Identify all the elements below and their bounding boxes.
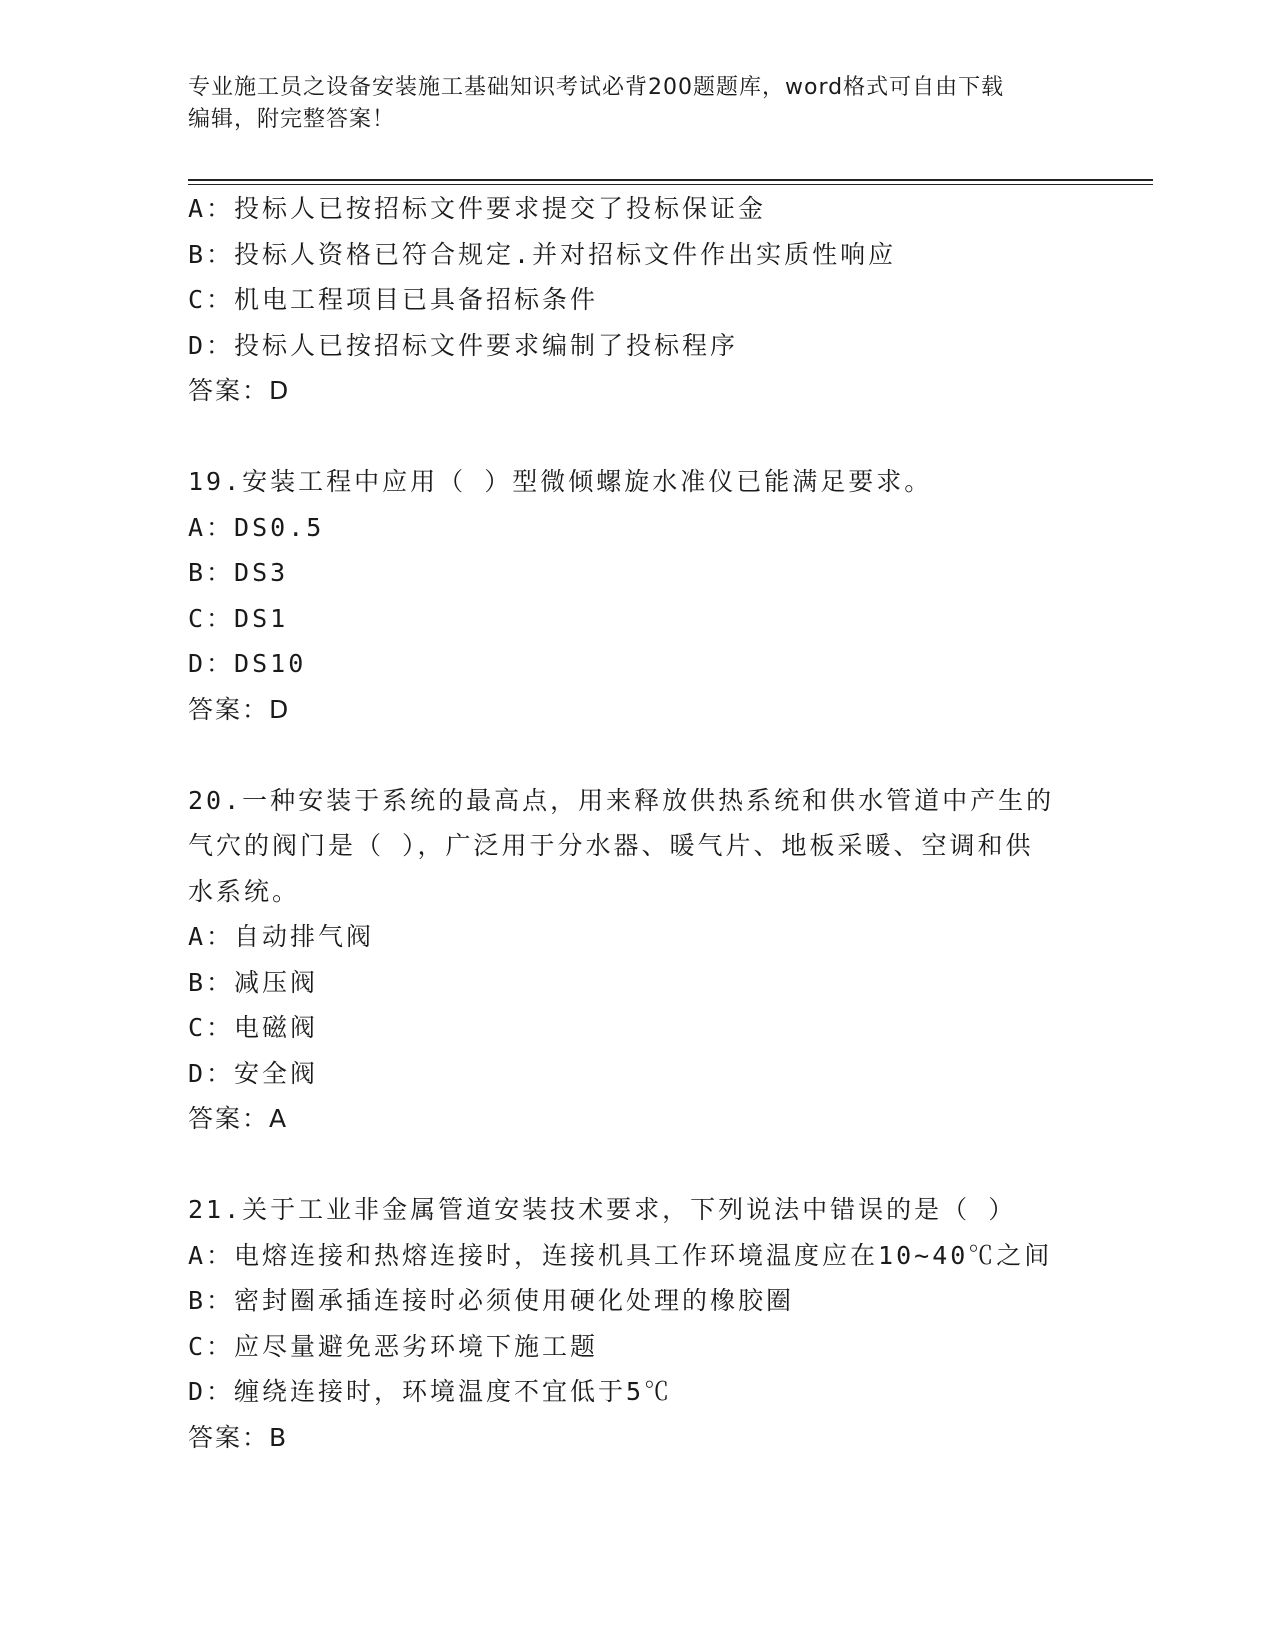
option-a: A：电熔连接和热熔连接时，连接机具工作环境温度应在10~40℃之间 [188, 1240, 1053, 1270]
option-b: B：减压阀 [188, 967, 319, 997]
option-d: D：缠绕连接时，环境温度不宜低于5℃ [188, 1377, 673, 1406]
question-list [188, 186, 1088, 1460]
document-header [188, 72, 1068, 136]
header-divider-thin [188, 184, 1153, 185]
question-21 [188, 1187, 1088, 1460]
question-stem-line-3: 水系统。 [188, 876, 301, 906]
answer-line: 答案：A [188, 1104, 289, 1133]
option-c: C：DS1 [188, 603, 289, 633]
question-stem-line-2: 气穴的阀门是（ ），广泛用于分水器、暖气片、地板采暖、空调和供 [188, 831, 1034, 860]
header-line-2: 编辑，附完整答案！ [188, 107, 396, 132]
question-18 [188, 186, 1088, 414]
option-c: C：电磁阀 [188, 1013, 319, 1042]
question-19 [188, 459, 1088, 732]
option-a: A：投标人已按招标文件要求提交了投标保证金 [188, 194, 767, 223]
option-d: D：DS10 [188, 649, 307, 678]
option-a: A：DS0.5 [188, 512, 325, 542]
question-stem-line-1: 20.一种安装于系统的最高点，用来释放供热系统和供水管道中产生的 [188, 785, 1055, 815]
option-b: B：DS3 [188, 558, 289, 587]
answer-line: 答案：B [188, 1422, 289, 1452]
option-a: A：自动排气阀 [188, 922, 375, 951]
header-divider-thick [188, 179, 1153, 181]
option-b: B：投标人资格已符合规定.并对招标文件作出实质性响应 [188, 239, 897, 269]
option-b: B：密封圈承插连接时必须使用硬化处理的橡胶圈 [188, 1286, 795, 1315]
header-line-1: 专业施工员之设备安装施工基础知识考试必背200题题库，word格式可自由下载 [188, 75, 1005, 100]
option-d: D：安全阀 [188, 1058, 319, 1088]
question-stem: 19.安装工程中应用（ ）型微倾螺旋水准仪已能满足要求。 [188, 467, 933, 496]
answer-line: 答案：D [188, 694, 291, 724]
option-c: C：应尽量避免恶劣环境下施工题 [188, 1331, 599, 1361]
answer-line: 答案：D [188, 376, 291, 405]
question-stem: 21.关于工业非金属管道安装技术要求，下列说法中错误的是（ ） [188, 1195, 1017, 1224]
option-d: D：投标人已按招标文件要求编制了投标程序 [188, 330, 739, 360]
question-20 [188, 778, 1088, 1142]
option-c: C：机电工程项目已具备招标条件 [188, 285, 599, 314]
